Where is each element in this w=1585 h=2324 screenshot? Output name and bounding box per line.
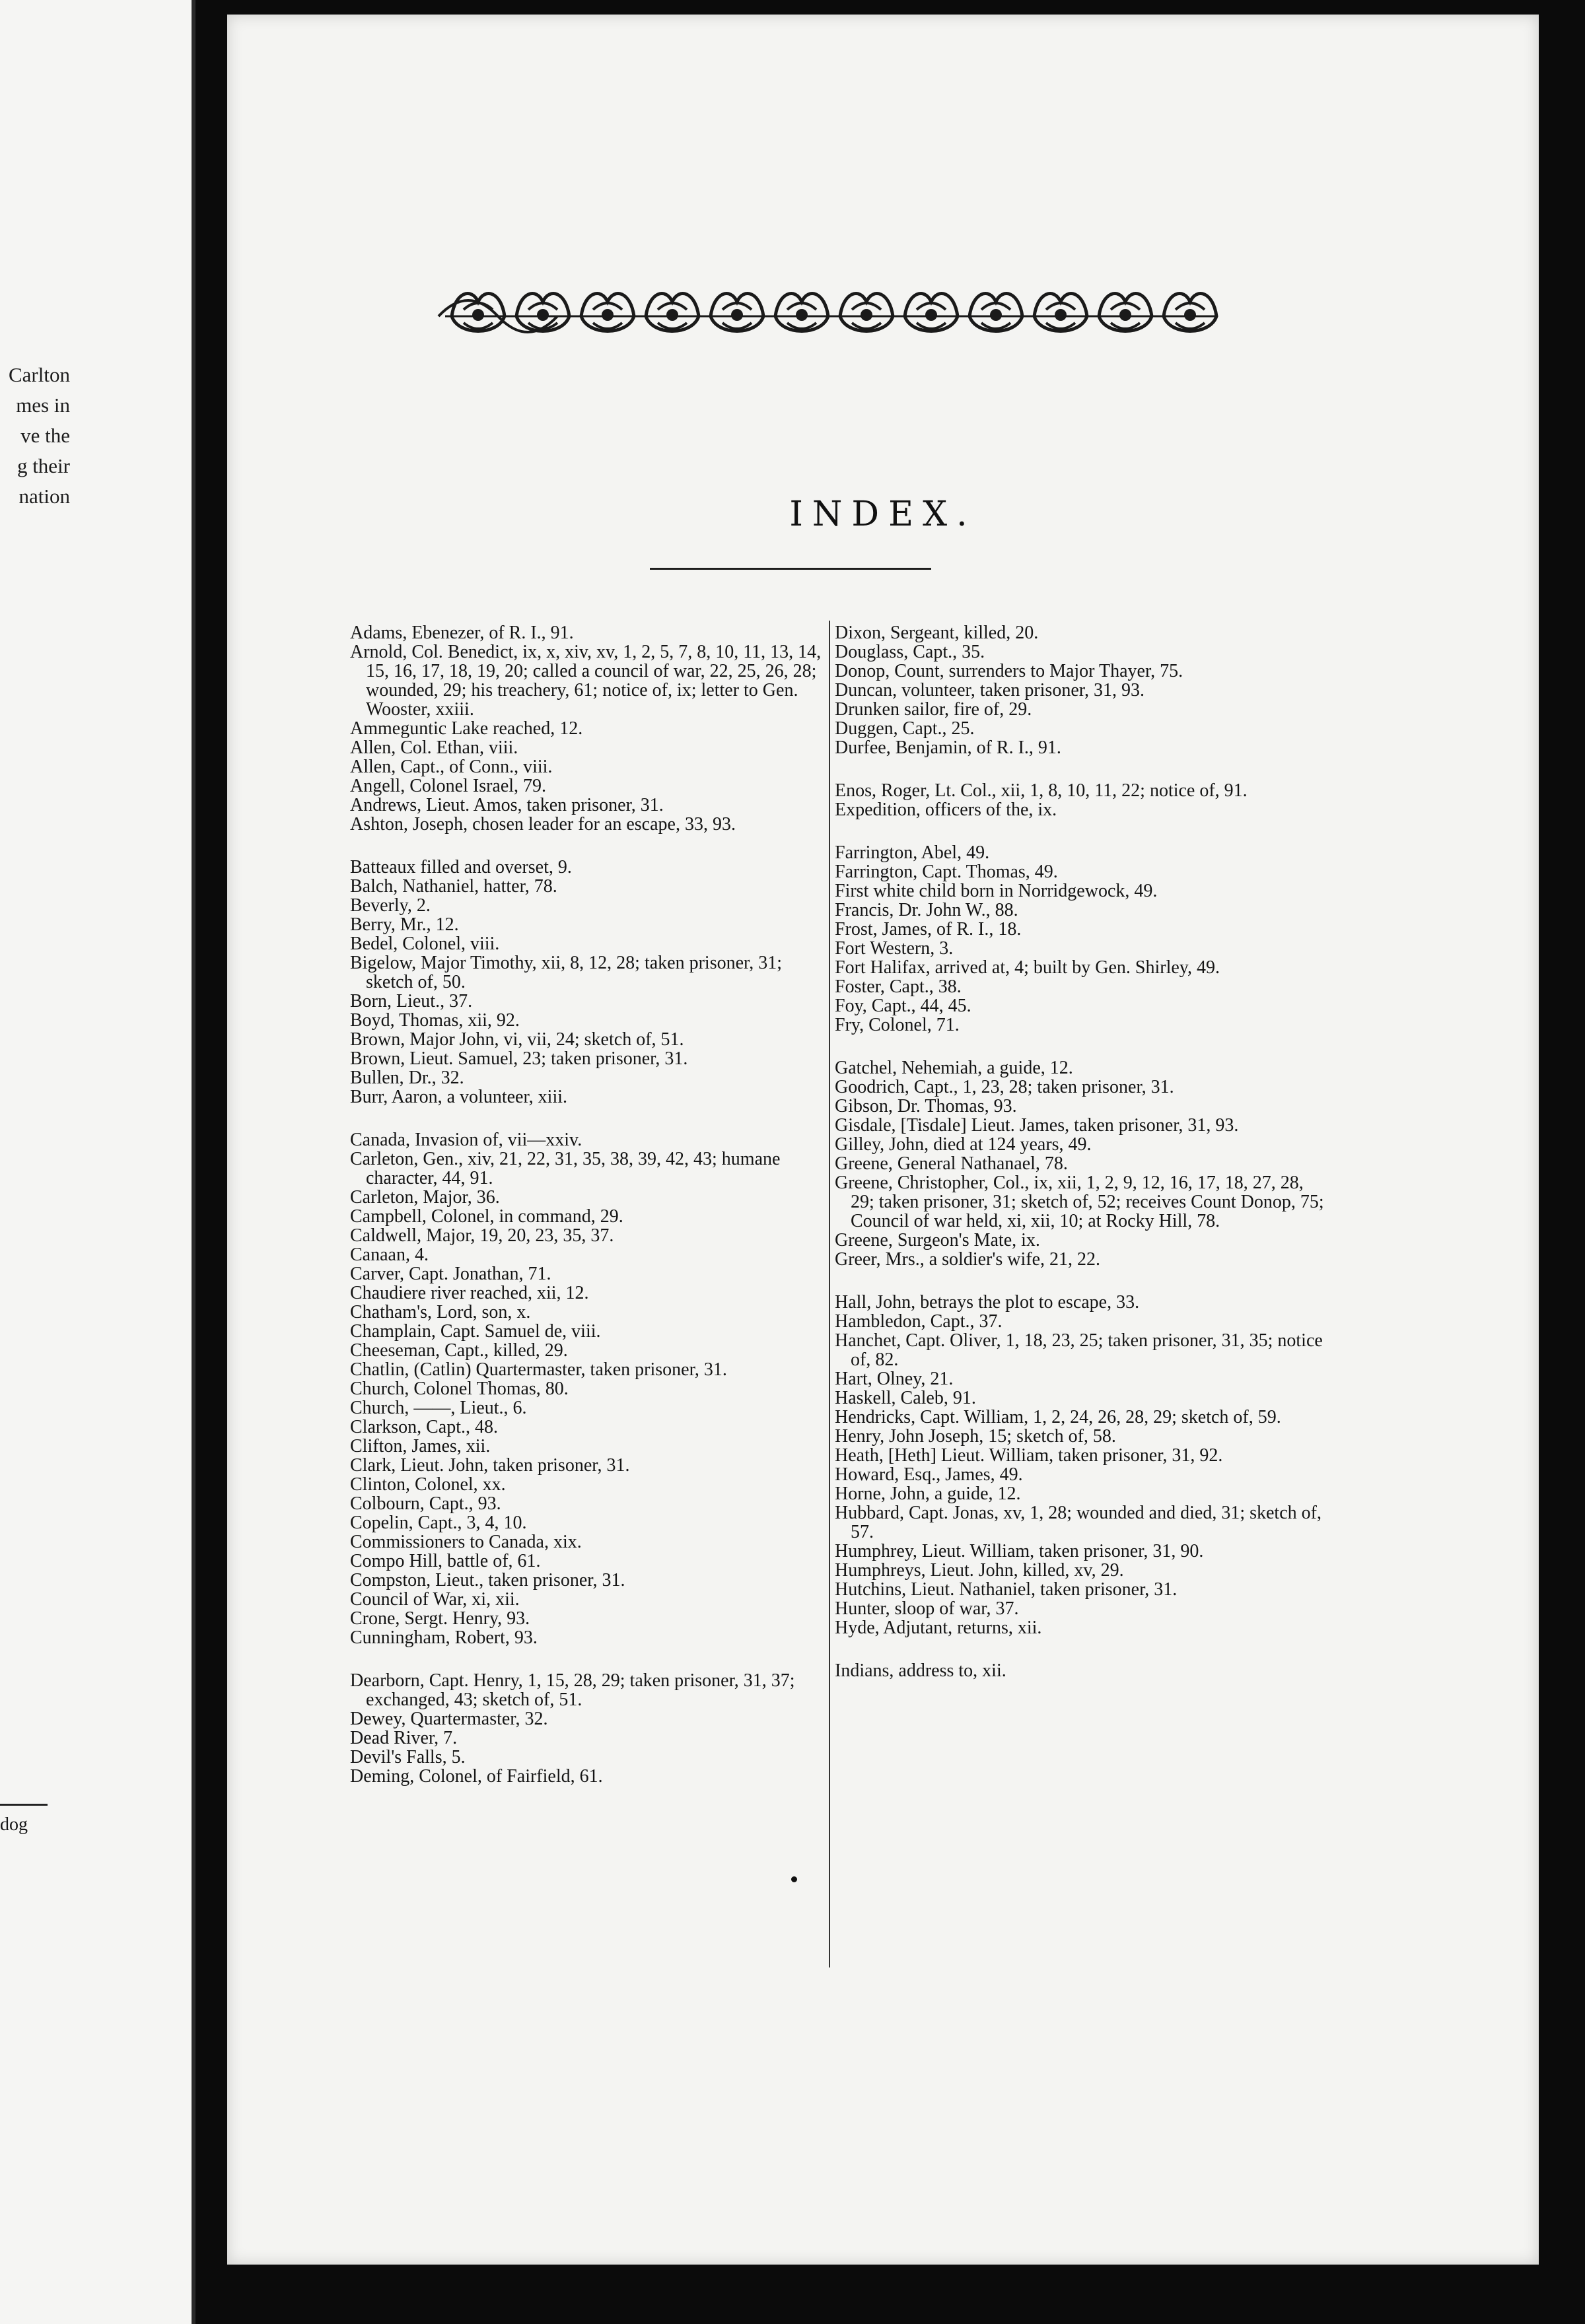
index-entry: Henry, John Joseph, 15; sketch of, 58.: [835, 1426, 1116, 1447]
index-entry: Devil's Falls, 5.: [350, 1747, 466, 1767]
index-entry: Compo Hill, battle of, 61.: [350, 1551, 541, 1571]
index-entry: Durfee, Benjamin, of R. I., 91.: [835, 737, 1061, 758]
ornament-motif: [775, 294, 828, 331]
index-entry: Ammeguntic Lake reached, 12.: [350, 718, 583, 739]
index-entry: Fort Halifax, arrived at, 4; built by Gen. Shirley, 49.: [835, 957, 1220, 978]
index-entry: Boyd, Thomas, xii, 92.: [350, 1010, 520, 1031]
index-entry: Fry, Colonel, 71.: [835, 1015, 960, 1035]
index-entry: Clarkson, Capt., 48.: [350, 1417, 498, 1437]
index-page: [227, 15, 1539, 2265]
ornament-motif: [1164, 294, 1216, 331]
index-entry: Expedition, officers of the, ix.: [835, 800, 1057, 820]
index-entry: Haskell, Caleb, 91.: [835, 1388, 976, 1408]
facing-line: nation: [18, 485, 70, 508]
index-entry: Beverly, 2.: [350, 895, 431, 916]
index-entry: Church, Colonel Thomas, 80.: [350, 1379, 569, 1399]
index-entry: Canaan, 4.: [350, 1245, 429, 1265]
index-entry: Bigelow, Major Timothy, xii, 8, 12, 28; taken prisoner, 31; sketch of, 50.: [350, 953, 783, 992]
index-entry: Carleton, Major, 36.: [350, 1187, 500, 1208]
index-entry: First white child born in Norridgewock, 49.: [835, 881, 1158, 901]
index-entry: Ashton, Joseph, chosen leader for an escape, 33, 93.: [350, 814, 736, 835]
letter-group-gap: [835, 757, 1522, 781]
index-entry: Foster, Capt., 38.: [835, 976, 962, 997]
letter-group-gap: [835, 1035, 1522, 1058]
facing-line: ve the: [20, 424, 70, 447]
index-entry: Goodrich, Capt., 1, 23, 28; taken prisoner, 31.: [835, 1077, 1174, 1097]
page-title: INDEX.: [789, 495, 977, 534]
index-entry: Horne, John, a guide, 12.: [835, 1484, 1021, 1504]
index-entry: Frost, James, of R. I., 18.: [835, 919, 1022, 940]
index-entry: Caldwell, Major, 19, 20, 23, 35, 37.: [350, 1225, 614, 1246]
facing-line: Carlton: [9, 363, 70, 386]
index-entry: Howard, Esq., James, 49.: [835, 1464, 1023, 1485]
facing-line: g their: [17, 454, 70, 477]
index-entry: Clark, Lieut. John, taken prisoner, 31.: [350, 1455, 630, 1476]
index-entry: Burr, Aaron, a volunteer, xiii.: [350, 1087, 568, 1107]
index-entry: Hutchins, Lieut. Nathaniel, taken prisoner, 31.: [835, 1579, 1178, 1600]
index-entry: Farrington, Abel, 49.: [835, 842, 990, 863]
index-entry: Allen, Col. Ethan, viii.: [350, 737, 518, 758]
index-entry: Gisdale, [Tisdale] Lieut. James, taken prisoner, 31, 93.: [835, 1115, 1239, 1136]
index-entry: Francis, Dr. John W., 88.: [835, 900, 1018, 920]
index-entry: Cunningham, Robert, 93.: [350, 1627, 538, 1648]
index-entry: Greene, Christopher, Col., ix, xii, 1, 2, 9, 12, 16, 17, 18, 27, 28, 29; taken prisoner, 31; sketch of, 52; receives Count Donop, 75; Council of war held, xi, xii, 10; at Rocky Hill, 78.: [835, 1173, 1324, 1231]
index-entry: Donop, Count, surrenders to Major Thayer, 75.: [835, 661, 1183, 681]
ornament-icon: [432, 275, 1231, 351]
index-entry: Dearborn, Capt. Henry, 1, 15, 28, 29; taken prisoner, 31, 37; exchanged, 43; sketch of, 51.: [350, 1670, 795, 1710]
index-entry: Balch, Nathaniel, hatter, 78.: [350, 876, 557, 897]
index-entry: Hall, John, betrays the plot to escape, 33.: [835, 1292, 1140, 1313]
facing-page: [0, 0, 195, 2324]
letter-group-gap: [835, 819, 1522, 843]
ornament-motif: [452, 294, 505, 331]
index-entry: Duggen, Capt., 25.: [835, 718, 975, 739]
ornament-motif: [1034, 294, 1087, 331]
index-entry: Bullen, Dr., 32.: [350, 1068, 464, 1088]
index-entry: Born, Lieut., 37.: [350, 991, 473, 1011]
ornament-motif: [711, 294, 763, 331]
index-entry: Berry, Mr., 12.: [350, 914, 459, 935]
index-column-right: [835, 623, 1522, 1680]
ornament-motif: [646, 294, 699, 331]
index-entry: Brown, Lieut. Samuel, 23; taken prisoner, 31.: [350, 1048, 688, 1069]
index-entry: Hendricks, Capt. William, 1, 2, 24, 26, 28, 29; sketch of, 59.: [835, 1407, 1281, 1427]
gutter: [192, 0, 195, 2324]
index-entry: Farrington, Capt. Thomas, 49.: [835, 862, 1058, 882]
index-entry: Dixon, Sergeant, killed, 20.: [835, 623, 1039, 643]
index-entry: Canada, Invasion of, vii—xxiv.: [350, 1130, 582, 1150]
index-entry: Campbell, Colonel, in command, 29.: [350, 1206, 623, 1227]
index-entry: Gilley, John, died at 124 years, 49.: [835, 1134, 1092, 1155]
index-entry: Crone, Sergt. Henry, 93.: [350, 1608, 530, 1629]
ornament-motif: [581, 294, 634, 331]
ornament-motif: [1099, 294, 1152, 331]
index-entry: Angell, Colonel Israel, 79.: [350, 776, 547, 796]
index-entry: Heath, [Heth] Lieut. William, taken prisoner, 31, 92.: [835, 1445, 1223, 1466]
index-entry: Hart, Olney, 21.: [835, 1369, 954, 1389]
facing-page-footer: dog: [0, 1814, 28, 1835]
ink-mark: [791, 1876, 797, 1882]
index-entry: Greene, Surgeon's Mate, ix.: [835, 1230, 1040, 1250]
index-entry: Gatchel, Nehemiah, a guide, 12.: [835, 1058, 1073, 1078]
index-entry: Humphrey, Lieut. William, taken prisoner, 31, 90.: [835, 1541, 1204, 1561]
index-entry: Drunken sailor, fire of, 29.: [835, 699, 1032, 720]
index-entry: Clifton, James, xii.: [350, 1436, 491, 1456]
ornament-motif: [516, 294, 569, 331]
index-entry: Deming, Colonel, of Fairfield, 61.: [350, 1766, 603, 1787]
title-rule: [650, 568, 931, 570]
index-entry: Batteaux filled and overset, 9.: [350, 857, 572, 877]
index-entry: Adams, Ebenezer, of R. I., 91.: [350, 623, 574, 643]
index-entry: Indians, address to, xii.: [835, 1660, 1006, 1681]
index-entry: Carleton, Gen., xiv, 21, 22, 31, 35, 38, 39, 42, 43; humane character, 44, 91.: [350, 1149, 781, 1188]
index-entry: Champlain, Capt. Samuel de, viii.: [350, 1321, 601, 1342]
ornament-motif: [840, 294, 893, 331]
index-entry: Humphreys, Lieut. John, killed, xv, 29.: [835, 1560, 1124, 1581]
index-entry: Andrews, Lieut. Amos, taken prisoner, 31.: [350, 795, 664, 815]
letter-group-gap: [835, 1637, 1522, 1661]
facing-page-text: [9, 360, 70, 512]
index-entry: Copelin, Capt., 3, 4, 10.: [350, 1513, 527, 1533]
index-entry: Hyde, Adjutant, returns, xii.: [835, 1618, 1042, 1638]
ornament-motif: [905, 294, 958, 331]
index-entry: Enos, Roger, Lt. Col., xii, 1, 8, 10, 11, 22; notice of, 91.: [835, 780, 1248, 801]
index-entry: Chaudiere river reached, xii, 12.: [350, 1283, 589, 1303]
index-entry: Greer, Mrs., a soldier's wife, 21, 22.: [835, 1249, 1101, 1270]
facing-line: mes in: [16, 393, 70, 417]
index-entry: Chatlin, (Catlin) Quartermaster, taken prisoner, 31.: [350, 1359, 727, 1380]
index-entry: Cheeseman, Capt., killed, 29.: [350, 1340, 568, 1361]
index-entry: Hunter, sloop of war, 37.: [835, 1598, 1019, 1619]
column-divider: [829, 621, 830, 1967]
index-entry: Allen, Capt., of Conn., viii.: [350, 757, 553, 777]
index-entry: Chatham's, Lord, son, x.: [350, 1302, 531, 1322]
index-entry: Bedel, Colonel, viii.: [350, 934, 500, 954]
index-entry: Foy, Capt., 44, 45.: [835, 996, 971, 1016]
letter-group-gap: [835, 1269, 1522, 1293]
ornament-motif: [969, 294, 1022, 331]
index-entry: Dead River, 7.: [350, 1728, 458, 1748]
index-entry: Fort Western, 3.: [835, 938, 954, 959]
index-entry: Duncan, volunteer, taken prisoner, 31, 93.: [835, 680, 1145, 701]
index-entry: Council of War, xi, xii.: [350, 1589, 520, 1610]
index-entry: Colbourn, Capt., 93.: [350, 1493, 501, 1514]
index-entry: Church, ——, Lieut., 6.: [350, 1398, 527, 1418]
index-entry: Dewey, Quartermaster, 32.: [350, 1709, 548, 1729]
index-entry: Douglass, Capt., 35.: [835, 642, 985, 662]
index-entry: Commissioners to Canada, xix.: [350, 1532, 582, 1552]
index-entry: Brown, Major John, vi, vii, 24; sketch of, 51.: [350, 1029, 684, 1050]
index-entry: Hubbard, Capt. Jonas, xv, 1, 28; wounded and died, 31; sketch of, 57.: [835, 1503, 1321, 1542]
index-entry: Hanchet, Capt. Oliver, 1, 18, 23, 25; taken prisoner, 31, 35; notice of, 82.: [835, 1330, 1323, 1370]
index-entry: Greene, General Nathanael, 78.: [835, 1153, 1068, 1174]
index-entry: Clinton, Colonel, xx.: [350, 1474, 506, 1495]
index-entry: Arnold, Col. Benedict, ix, x, xiv, xv, 1, 2, 5, 7, 8, 10, 11, 13, 14, 15, 16, 17, 18, 19, 20; called a council of war, 22, 25, 26, 28; wounded, 29; his treachery, 61; notice of, ix; letter to Gen. Wooster, xxiii.: [350, 642, 822, 720]
index-entry: Hambledon, Capt., 37.: [835, 1311, 1003, 1332]
index-entry: Compston, Lieut., taken prisoner, 31.: [350, 1570, 625, 1590]
index-entry: Carver, Capt. Jonathan, 71.: [350, 1264, 551, 1284]
index-entry: Gibson, Dr. Thomas, 93.: [835, 1096, 1017, 1116]
facing-page-rule: [0, 1804, 48, 1806]
